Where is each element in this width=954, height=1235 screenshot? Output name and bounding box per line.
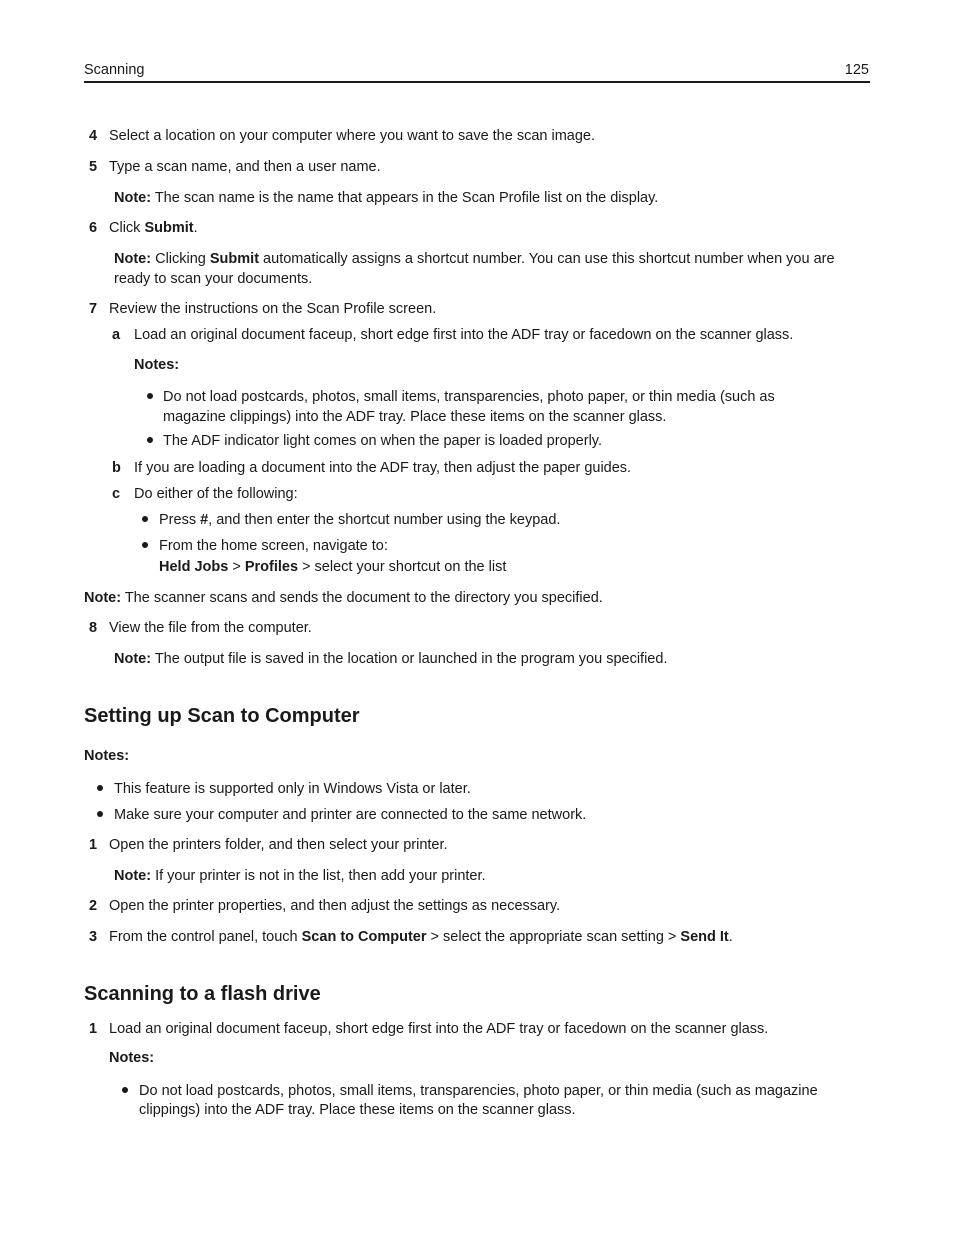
page-number: 125 xyxy=(844,62,869,78)
notes-label: Notes: xyxy=(134,357,180,373)
substep-letter: b xyxy=(112,460,121,476)
bullet-text-part: Press xyxy=(159,512,201,528)
bullet-dot xyxy=(97,785,103,791)
header-rule xyxy=(84,81,870,83)
bullet-text: The ADF indicator light comes on when the paper is loaded properly. xyxy=(163,433,603,449)
note xyxy=(114,866,486,886)
step-text-part: From the control panel, touch xyxy=(109,929,302,945)
step-text: Open the printer properties, and then adjust the settings as necessary. xyxy=(109,898,561,914)
bullet-text: Make sure your computer and printer are connected to the same network. xyxy=(114,807,587,823)
bullet-dot xyxy=(142,516,148,522)
section-heading: Setting up Scan to Computer xyxy=(84,705,360,727)
note-label: Note: xyxy=(84,590,122,606)
substep-text: Do either of the following: xyxy=(134,486,298,502)
step-text: Select a location on your computer where you want to save the scan image. xyxy=(109,128,596,144)
bullet-text: Do not load postcards, photos, small items, transparencies, photo paper, or thin media (such as xyxy=(163,389,775,405)
path-text: > select your shortcut on the list xyxy=(298,559,507,575)
substep-letter: c xyxy=(112,486,121,502)
step-text: Load an original document faceup, short edge first into the ADF tray or facedown on the scanner glass. xyxy=(109,1021,769,1037)
bullet-dot xyxy=(147,437,153,443)
step-text-part: . xyxy=(728,929,733,945)
submit-term: Submit xyxy=(209,251,260,267)
note-text: The scan name is the name that appears in the Scan Profile list on the display. xyxy=(151,190,659,206)
scan-to-computer-term: Scan to Computer xyxy=(301,929,427,945)
bullet-dot xyxy=(147,393,153,399)
menu-item-profiles: Profiles xyxy=(244,559,299,575)
step-number: 2 xyxy=(89,898,98,914)
step-number: 8 xyxy=(89,620,98,636)
note-continuation: ready to scan your documents. xyxy=(114,271,313,287)
step-number: 5 xyxy=(89,159,98,175)
step-number: 4 xyxy=(89,128,98,144)
step-number: 1 xyxy=(89,837,98,853)
bullet-text: This feature is supported only in Windows Vista or later. xyxy=(114,781,471,797)
step-text: View the file from the computer. xyxy=(109,620,312,636)
bullet-dot xyxy=(122,1087,128,1093)
step-text-part: Click xyxy=(109,220,145,236)
bullet-text xyxy=(159,510,560,530)
hash-key: # xyxy=(200,512,209,528)
menu-item-held-jobs: Held Jobs xyxy=(159,559,229,575)
step-number: 3 xyxy=(89,929,98,945)
step-text-part: . xyxy=(193,220,198,236)
substep-text: If you are loading a document into the ADF tray, then adjust the paper guides. xyxy=(134,460,632,476)
substep-text: Load an original document faceup, short edge first into the ADF tray or facedown on the scanner glass. xyxy=(134,327,794,343)
bullet-text-continuation: clippings) into the ADF tray. Place these items on the scanner glass. xyxy=(139,1102,576,1118)
notes-label: Notes: xyxy=(109,1050,155,1066)
note-label: Note: xyxy=(114,190,152,206)
note xyxy=(114,188,658,208)
step-number: 6 xyxy=(89,220,98,236)
note-text: Clicking xyxy=(151,251,210,267)
send-it-term: Send It xyxy=(680,929,729,945)
note-text: The output file is saved in the location or launched in the program you specified. xyxy=(151,651,668,667)
step-text: Review the instructions on the Scan Profile screen. xyxy=(109,301,437,317)
path-separator: > xyxy=(228,559,245,575)
step-text: Open the printers folder, and then select your printer. xyxy=(109,837,448,853)
bullet-dot xyxy=(142,542,148,548)
submit-term: Submit xyxy=(144,220,194,236)
step-number: 7 xyxy=(89,301,98,317)
step-text xyxy=(109,218,198,238)
bullet-text: From the home screen, navigate to: xyxy=(159,538,388,554)
note-label: Note: xyxy=(114,251,152,267)
note-text: automatically assigns a shortcut number. You can use this shortcut number when you are xyxy=(259,251,835,267)
substep-letter: a xyxy=(112,327,121,343)
section-heading: Scanning to a flash drive xyxy=(84,983,321,1005)
running-header-section: Scanning xyxy=(84,62,145,78)
step-text: Type a scan name, and then a user name. xyxy=(109,159,381,175)
note-label: Note: xyxy=(114,651,152,667)
bullet-text-continuation: magazine clippings) into the ADF tray. Place these items on the scanner glass. xyxy=(163,409,667,425)
notes-label: Notes: xyxy=(84,748,130,764)
note xyxy=(114,649,667,669)
note xyxy=(114,249,835,269)
note-text: The scanner scans and sends the document to the directory you specified. xyxy=(121,590,603,606)
step-number: 1 xyxy=(89,1021,98,1037)
note-label: Note: xyxy=(114,868,152,884)
note-text: If your printer is not in the list, then add your printer. xyxy=(151,868,486,884)
step-text xyxy=(109,927,733,947)
step-text-part: > select the appropriate scan setting > xyxy=(426,929,681,945)
menu-path xyxy=(159,557,506,577)
bullet-text-part: , and then enter the shortcut number using the keypad. xyxy=(208,512,561,528)
note xyxy=(84,588,603,608)
bullet-dot xyxy=(97,811,103,817)
bullet-text: Do not load postcards, photos, small items, transparencies, photo paper, or thin media (such as magazine xyxy=(139,1083,818,1099)
